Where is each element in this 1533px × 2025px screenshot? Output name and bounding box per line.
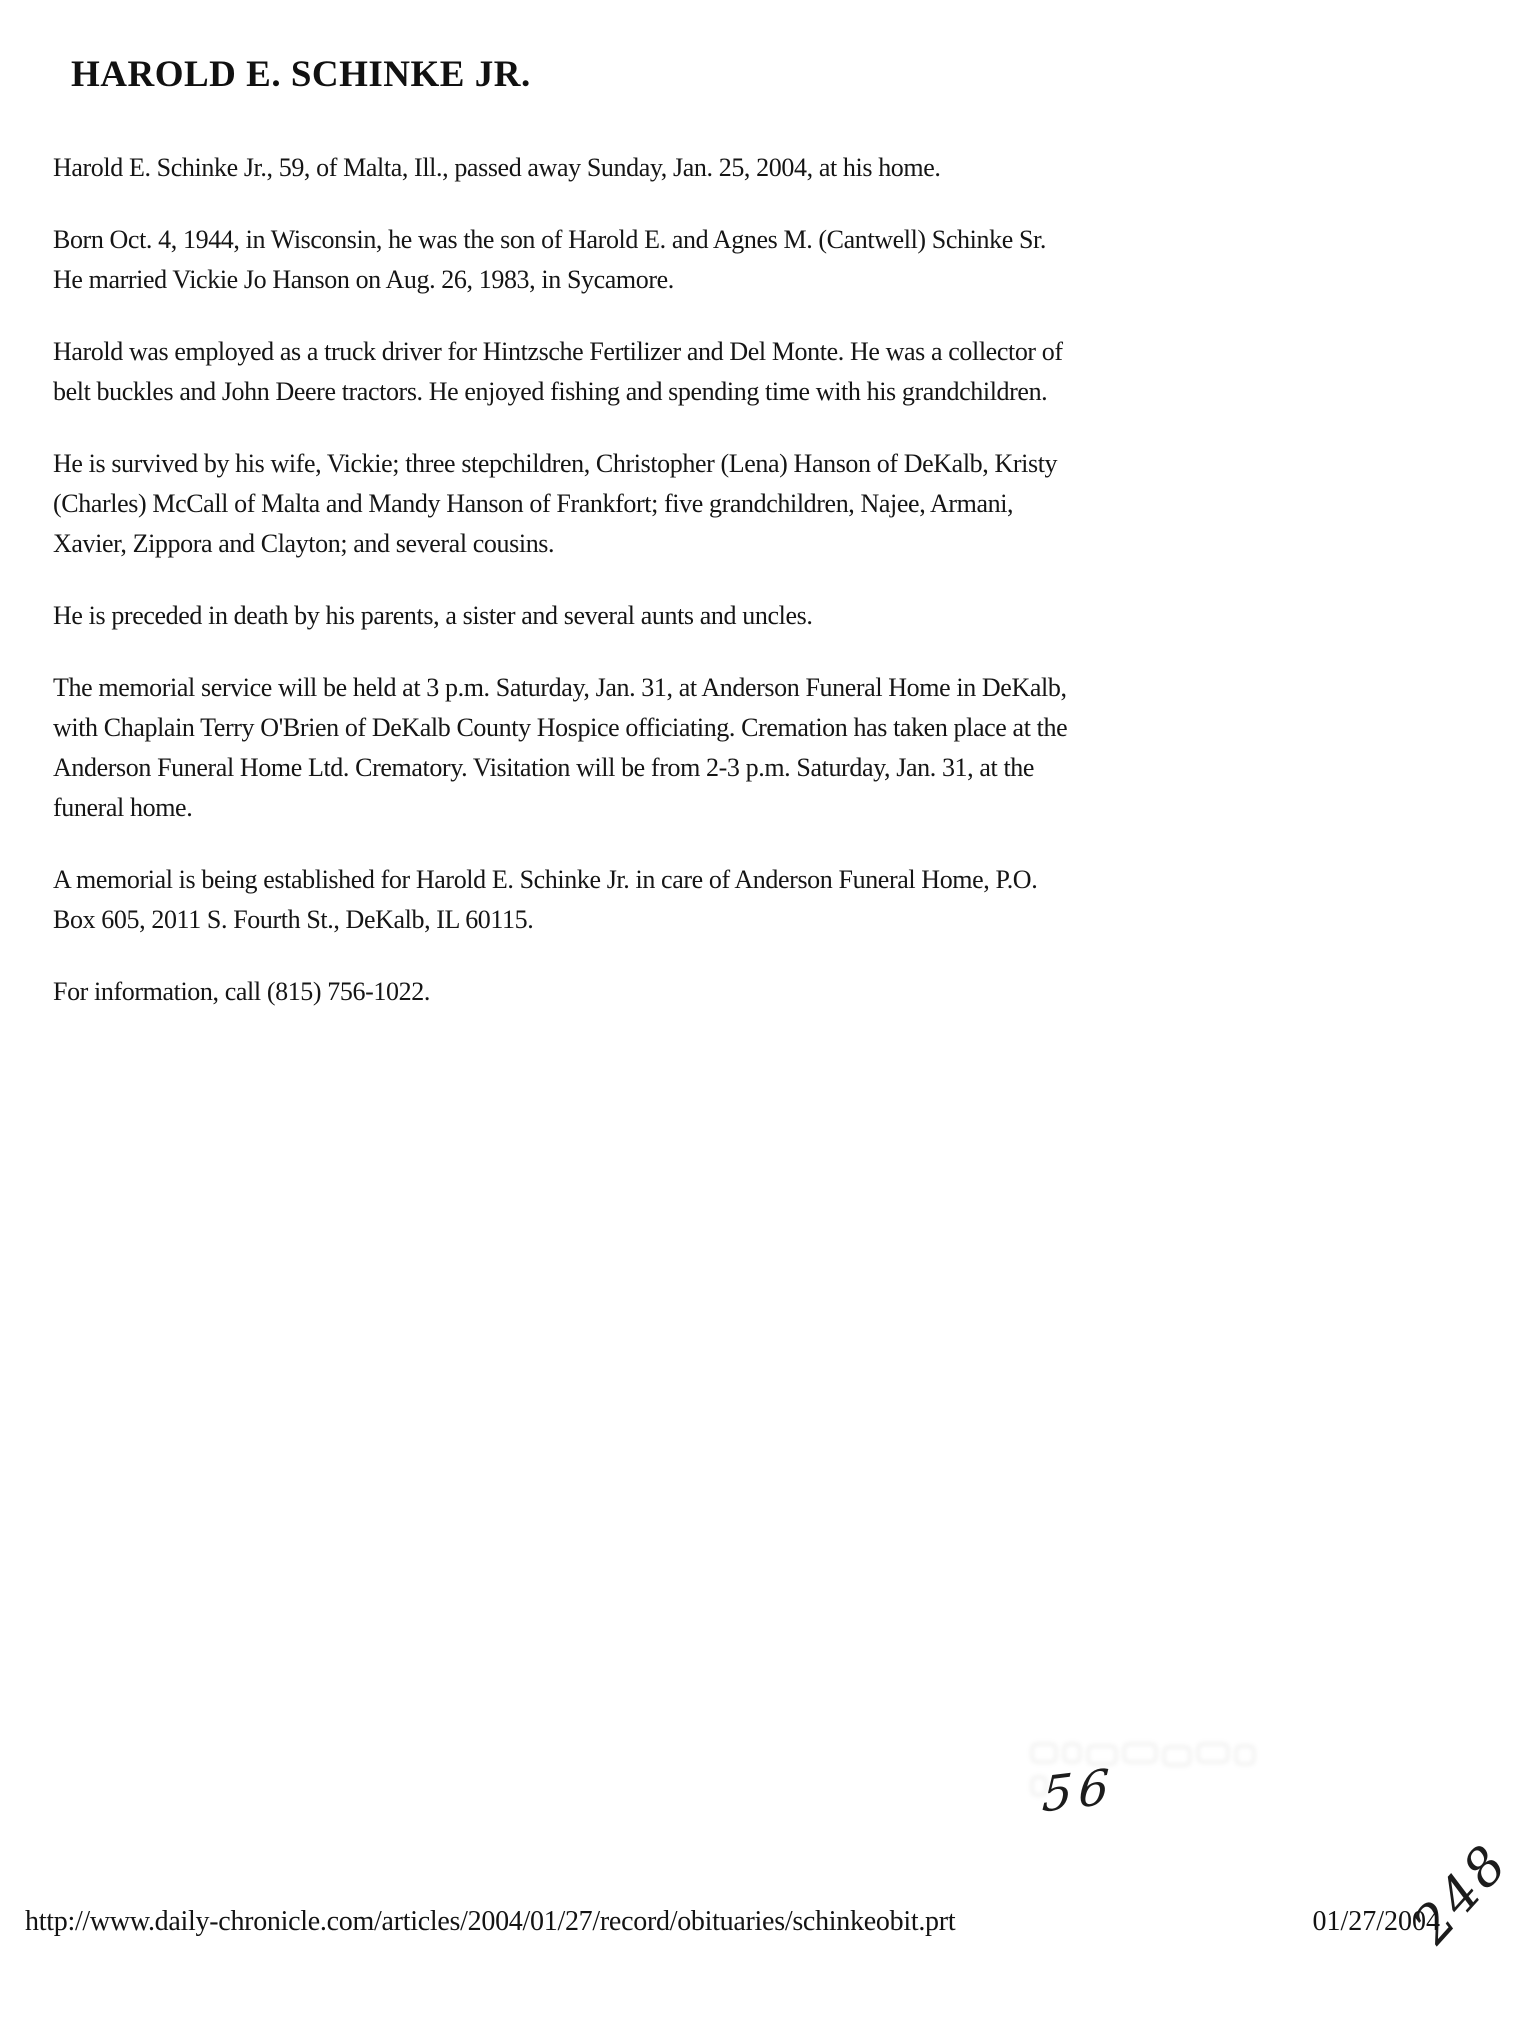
text-line: The memorial service will be held at 3 p.m. Saturday, Jan. 31, at Anderson Funeral Home in DeKalb, [53, 673, 1067, 702]
source-url: http://www.daily-chronicle.com/articles/2004/01/27/record/obituaries/schinkeobit.prt [25, 1906, 956, 1937]
handwritten-corner-number-248: 248 [1402, 1832, 1522, 1956]
text-line: Harold was employed as a truck driver for Hintzsche Fertilizer and Del Monte. He was a collector of [53, 337, 1063, 366]
obituary-paragraph [53, 148, 1213, 188]
obituary-paragraph [53, 668, 1213, 828]
print-footer [25, 1906, 1440, 1938]
text-line: He is preceded in death by his parents, a sister and several aunts and uncles. [53, 601, 813, 630]
print-date: 01/27/2004 [1312, 1906, 1440, 1937]
obituary-title: HAROLD E. SCHINKE JR. [71, 54, 531, 95]
text-line: He is survived by his wife, Vickie; three stepchildren, Christopher (Lena) Hanson of DeKalb, Kristy [53, 449, 1058, 478]
obituary-paragraph [53, 444, 1213, 564]
text-line: (Charles) McCall of Malta and Mandy Hanson of Frankfort; five grandchildren, Najee, Armani, [53, 489, 1014, 518]
text-line: funeral home. [53, 793, 193, 822]
obituary-body [53, 148, 1213, 1012]
text-line: Box 605, 2011 S. Fourth St., DeKalb, IL 60115. [53, 905, 534, 934]
text-line: Harold E. Schinke Jr., 59, of Malta, Ill., passed away Sunday, Jan. 25, 2004, at his home. [53, 153, 941, 182]
text-line: with Chaplain Terry O'Brien of DeKalb County Hospice officiating. Cremation has taken place at the [53, 713, 1068, 742]
text-line: Born Oct. 4, 1944, in Wisconsin, he was the son of Harold E. and Agnes M. (Cantwell) Schinke Sr. [53, 225, 1046, 254]
obituary-paragraph [53, 332, 1213, 412]
text-line: A memorial is being established for Harold E. Schinke Jr. in care of Anderson Funeral Home, P.O. [53, 865, 1038, 894]
text-line: Xavier, Zippora and Clayton; and several cousins. [53, 529, 555, 558]
handwritten-number-56: 56 [1040, 1758, 1117, 1824]
obituary-paragraph [53, 860, 1213, 940]
obituary-text-block [53, 55, 1213, 1044]
text-line: belt buckles and John Deere tractors. He enjoyed fishing and spending time with his grandchildren. [53, 377, 1048, 406]
obituary-paragraph [53, 972, 1213, 1012]
text-line: Anderson Funeral Home Ltd. Crematory. Visitation will be from 2-3 p.m. Saturday, Jan. 31, at the [53, 753, 1035, 782]
text-line: For information, call (815) 756-1022. [53, 977, 430, 1006]
obituary-paragraph [53, 596, 1213, 636]
obituary-paragraph [53, 220, 1213, 300]
text-line: He married Vickie Jo Hanson on Aug. 26, 1983, in Sycamore. [53, 265, 674, 294]
